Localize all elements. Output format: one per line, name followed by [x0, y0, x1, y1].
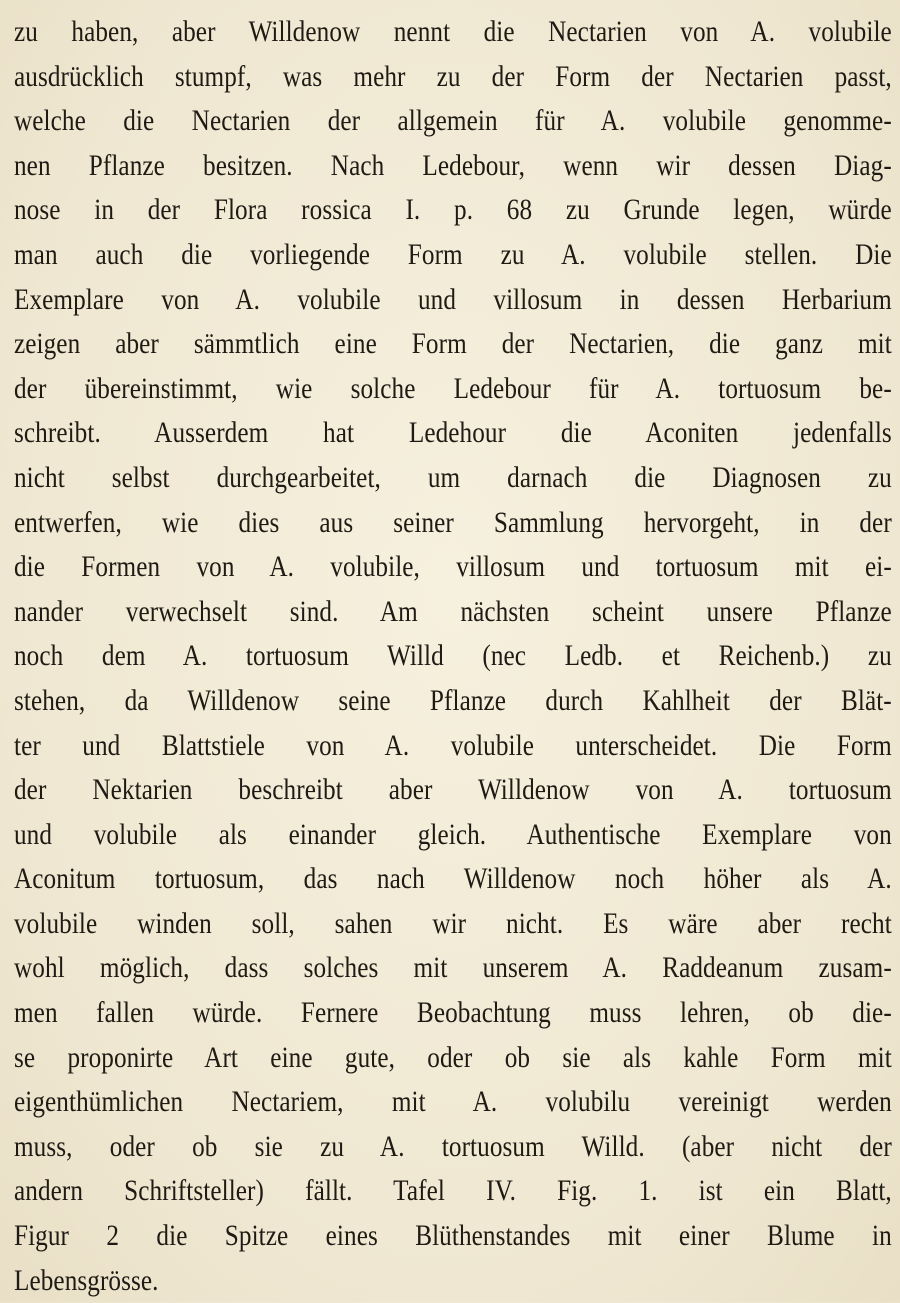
text-line: nicht selbst durchgearbeitet, um darnach die Diagnosen zu: [14, 460, 892, 494]
text-line: muss, oder ob sie zu A. tortuosum Willd. (aber nicht der: [14, 1129, 892, 1163]
text-line: schreibt. Ausserdem hat Ledehour die Aconiten jedenfalls: [14, 416, 892, 450]
text-line: ausdrücklich stumpf, was mehr zu der Form der Nectarien passt,: [14, 59, 892, 93]
text-line: zeigen aber sämmtlich eine Form der Nectarien, die ganz mit: [14, 327, 892, 361]
text-line: ter und Blattstiele von A. volubile unterscheidet. Die Form: [14, 728, 892, 762]
text-line: zu haben, aber Willdenow nennt die Nectarien von A. volubile: [14, 15, 892, 48]
text-line: der übereinstimmt, wie solche Ledebour für A. tortuosum be-: [14, 371, 892, 405]
text-line: Figur 2 die Spitze eines Blüthenstandes mit einer Blume in: [14, 1219, 892, 1253]
text-line: und volubile als einander gleich. Authentische Exemplare von: [14, 817, 892, 851]
text-line: Exemplare von A. volubile und villosum in dessen Herbarium: [14, 282, 892, 316]
text-line: die Formen von A. volubile, villosum und tortuosum mit ei-: [14, 550, 892, 584]
text-line: volubile winden soll, sahen wir nicht. Es wäre aber recht: [14, 906, 892, 940]
text-line: man auch die vorliegende Form zu A. volubile stellen. Die: [14, 237, 892, 271]
text-line: noch dem A. tortuosum Willd (nec Ledb. et Reichenb.) zu: [14, 639, 892, 673]
text-line: nose in der Flora rossica I. p. 68 zu Grunde legen, würde: [14, 193, 892, 227]
text-line: eigenthümlichen Nectariem, mit A. volubilu vereinigt werden: [14, 1085, 892, 1119]
text-line: men fallen würde. Fernere Beobachtung muss lehren, ob die-: [14, 996, 892, 1030]
text-line: se proponirte Art eine gute, oder ob sie als kahle Form mit: [14, 1040, 892, 1074]
text-line: der Nektarien beschreibt aber Willdenow von A. tortuosum: [14, 773, 892, 807]
text-line: nen Pflanze besitzen. Nach Ledebour, wenn wir dessen Diag-: [14, 148, 892, 182]
text-line: Aconitum tortuosum, das nach Willdenow noch höher als A.: [14, 862, 892, 896]
text-line: wohl möglich, dass solches mit unserem A. Raddeanum zusam-: [14, 951, 892, 985]
text-line: stehen, da Willdenow seine Pflanze durch Kahlheit der Blät-: [14, 683, 892, 717]
body-text: [14, 10, 892, 1303]
text-line: andern Schriftsteller) fällt. Tafel IV. Fig. 1. ist ein Blatt,: [14, 1174, 892, 1208]
text-line-last: Lebensgrösse.: [14, 1263, 159, 1297]
text-line: entwerfen, wie dies aus seiner Sammlung hervorgeht, in der: [14, 505, 892, 539]
text-line: nander verwechselt sind. Am nächsten scheint unsere Pflanze: [14, 594, 892, 628]
text-line: welche die Nectarien der allgemein für A. volubile genomme-: [14, 104, 892, 138]
